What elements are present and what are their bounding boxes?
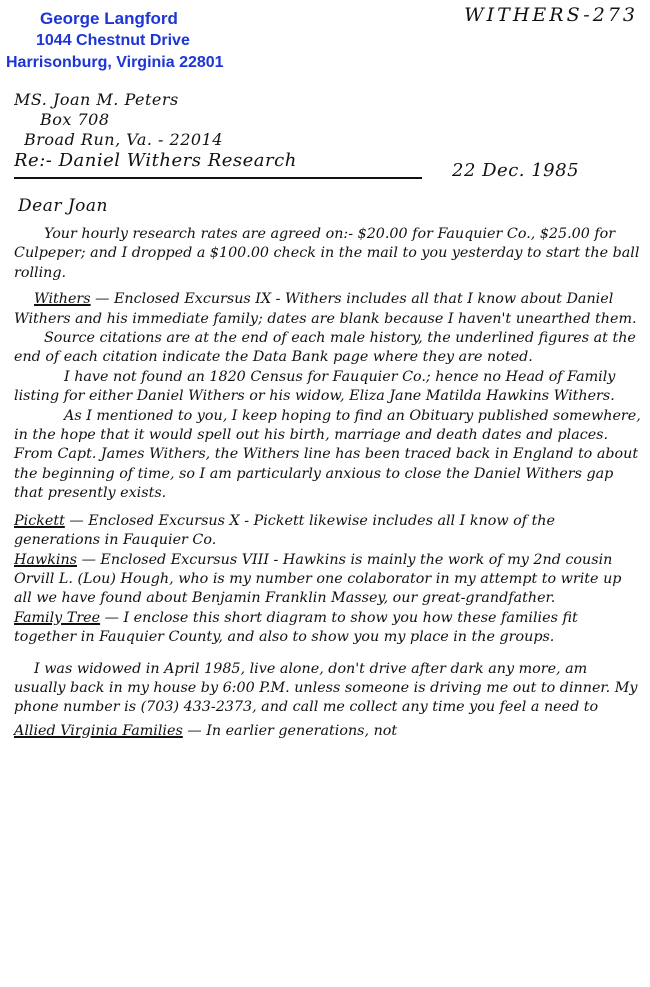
letter-body	[14, 225, 642, 741]
salutation: Dear Joan	[18, 196, 108, 216]
subject-line: Re:- Daniel Withers Research	[14, 150, 297, 171]
heading-family-tree: Family Tree	[14, 609, 101, 626]
paragraph-citations: Source citations are at the end of each male history, the underlined figures at the end of each citation indicate the Data Bank page where they are noted.	[14, 330, 636, 366]
paragraph-personal: I was widowed in April 1985, live alone, don't drive after dark any more, am usually back in my house by 6:00 P.M. unless someone is driving me out to dinner. My phone number is (703) 433-2373, and call me collect any time you feel a need to	[14, 660, 638, 716]
paragraph-obituary: As I mentioned to you, I keep hoping to find an Obituary published somewhere, in the hope that it would spell out his birth, marriage and death dates and places.	[14, 407, 641, 444]
letterhead-street: 1044 Chestnut Drive	[36, 32, 190, 49]
paragraph-allied	[14, 722, 642, 741]
letterhead	[6, 8, 224, 74]
paragraph-pickett	[14, 512, 642, 551]
paragraph-rates: Your hourly research rates are agreed on:- $20.00 for Fauquier Co., $25.00 for Culpeper; and I dropped a $100.00 check in the mail to you yesterday to start the ball rolling.	[14, 226, 640, 281]
paragraph-withers-text: — Enclosed Excursus IX - Withers includes all that I know about Daniel Withers and his immediate family; dates are blank because I haven't unearthed them.	[14, 291, 637, 327]
paragraph-capt-james: From Capt. James Withers, the Withers line has been traced back in England to about the beginning of time, so I am particularly anxious to close the Daniel Withers gap that presently exists.	[14, 446, 639, 502]
subject-underline	[14, 177, 422, 179]
paragraph-hawkins	[14, 551, 642, 609]
letter-date: 22 Dec. 1985	[452, 160, 580, 181]
heading-pickett: Pickett	[14, 512, 65, 529]
paragraph-census: I have not found an 1820 Census for Fauquier Co.; hence no Head of Family listing for either Daniel Withers or his widow, Eliza Jane Matilda Hawkins Withers.	[14, 368, 616, 405]
heading-hawkins: Hawkins	[14, 551, 78, 568]
heading-allied-families: Allied Virginia Families	[14, 722, 183, 739]
reference-number: WITHERS-273	[464, 4, 638, 26]
paragraph-allied-text: — In earlier generations, not	[187, 722, 398, 739]
paragraph-hawkins-text: — Enclosed Excursus VIII - Hawkins is mainly the work of my 2nd cousin Orvill L. (Lou) Hough, who is my number one colaborator in my attempt to write up all we have found about Benjamin Franklin Massey, our great-grandfather.	[14, 551, 622, 607]
paragraph-withers	[14, 290, 642, 329]
paragraph-pickett-text: — Enclosed Excursus X - Pickett likewise includes all I know of the generations in Fauquier Co.	[14, 512, 555, 549]
recipient-line-3: Broad Run, Va. - 22014	[24, 130, 223, 149]
letterhead-name: George Langford	[40, 9, 178, 28]
letterhead-city: Harrisonburg, Virginia 22801	[6, 54, 224, 71]
paragraph-family-tree	[14, 609, 642, 648]
recipient-line-2: Box 708	[40, 110, 110, 129]
heading-withers: Withers	[34, 291, 91, 308]
recipient-line-1: MS. Joan M. Peters	[14, 90, 179, 109]
paragraph-family-tree-text: — I enclose this short diagram to show you how these families fit together in Fauquier County, and also to show you my place in the groups.	[14, 609, 578, 646]
